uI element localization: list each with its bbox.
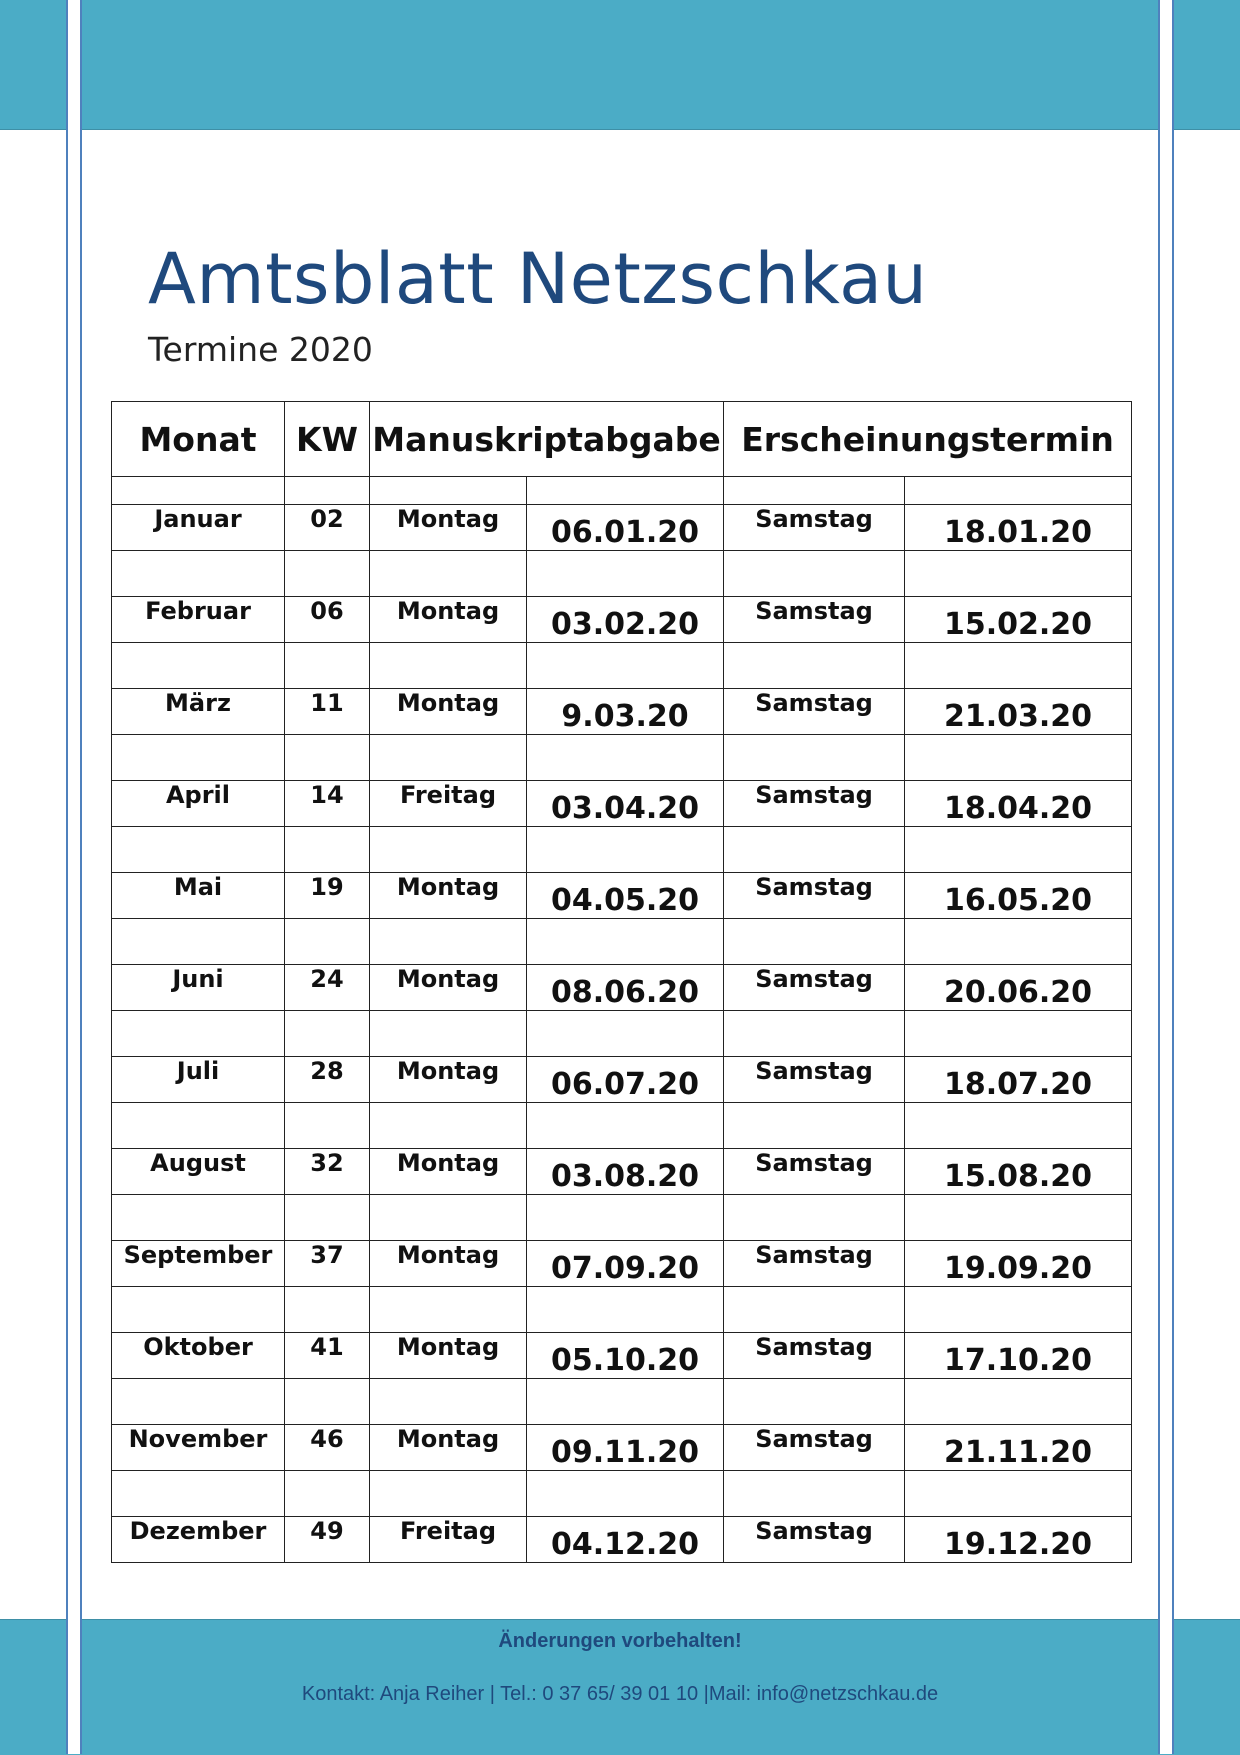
blank-row: [112, 1471, 1132, 1517]
left-frame-gap: [66, 0, 80, 1754]
table-row: [112, 597, 1132, 643]
footer-note: Änderungen vorbehalten!: [498, 1630, 742, 1652]
blank-row: [112, 643, 1132, 689]
publication-date-cell: 18.04.20: [905, 781, 1132, 827]
manuscript-date-cell: 05.10.20: [527, 1333, 724, 1379]
manuscript-date-cell: 06.01.20: [527, 505, 724, 551]
manuscript-day-cell: Freitag: [370, 781, 527, 827]
kw-cell: 19: [285, 873, 370, 919]
publication-date-cell: 21.03.20: [905, 689, 1132, 735]
kw-cell: 46: [285, 1425, 370, 1471]
right-frame-line-inner: [1158, 0, 1160, 1754]
manuscript-date-cell: 9.03.20: [527, 689, 724, 735]
manuscript-day-cell: Freitag: [370, 1517, 527, 1563]
month-cell: Januar: [112, 505, 285, 551]
table-row: [112, 965, 1132, 1011]
publication-date-cell: 18.01.20: [905, 505, 1132, 551]
kw-cell: 14: [285, 781, 370, 827]
manuscript-date-cell: 04.05.20: [527, 873, 724, 919]
manuscript-date-cell: 09.11.20: [527, 1425, 724, 1471]
kw-cell: 37: [285, 1241, 370, 1287]
publication-day-cell: Samstag: [724, 1425, 905, 1471]
spacer-row: [112, 477, 1132, 505]
kw-cell: 41: [285, 1333, 370, 1379]
header-band: [0, 0, 1240, 130]
month-cell: Februar: [112, 597, 285, 643]
month-cell: Mai: [112, 873, 285, 919]
kw-cell: 02: [285, 505, 370, 551]
month-cell: November: [112, 1425, 285, 1471]
manuscript-date-cell: 03.02.20: [527, 597, 724, 643]
header-manuscript: Manuskriptabgabe: [370, 402, 724, 477]
month-cell: April: [112, 781, 285, 827]
manuscript-date-cell: 03.04.20: [527, 781, 724, 827]
table-row: [112, 505, 1132, 551]
month-cell: August: [112, 1149, 285, 1195]
publication-day-cell: Samstag: [724, 873, 905, 919]
schedule-body: [112, 477, 1132, 1563]
manuscript-day-cell: Montag: [370, 1057, 527, 1103]
publication-date-cell: 20.06.20: [905, 965, 1132, 1011]
table-row: [112, 1517, 1132, 1563]
publication-date-cell: 16.05.20: [905, 873, 1132, 919]
blank-row: [112, 735, 1132, 781]
table-header-row: [112, 402, 1132, 477]
publication-date-cell: 21.11.20: [905, 1425, 1132, 1471]
page-subtitle: Termine 2020: [148, 330, 373, 369]
blank-row: [112, 551, 1132, 597]
left-frame-line-inner: [80, 0, 82, 1754]
month-cell: Juni: [112, 965, 285, 1011]
manuscript-day-cell: Montag: [370, 873, 527, 919]
publication-day-cell: Samstag: [724, 1057, 905, 1103]
month-cell: September: [112, 1241, 285, 1287]
manuscript-date-cell: 07.09.20: [527, 1241, 724, 1287]
publication-day-cell: Samstag: [724, 1241, 905, 1287]
blank-row: [112, 919, 1132, 965]
manuscript-date-cell: 03.08.20: [527, 1149, 724, 1195]
manuscript-day-cell: Montag: [370, 1333, 527, 1379]
manuscript-day-cell: Montag: [370, 965, 527, 1011]
table-row: [112, 1425, 1132, 1471]
kw-cell: 06: [285, 597, 370, 643]
manuscript-date-cell: 06.07.20: [527, 1057, 724, 1103]
blank-row: [112, 827, 1132, 873]
publication-day-cell: Samstag: [724, 1333, 905, 1379]
table-row: [112, 1333, 1132, 1379]
blank-row: [112, 1011, 1132, 1057]
kw-cell: 28: [285, 1057, 370, 1103]
table-row: [112, 1241, 1132, 1287]
blank-row: [112, 1103, 1132, 1149]
table-row: [112, 781, 1132, 827]
publication-date-cell: 15.02.20: [905, 597, 1132, 643]
publication-date-cell: 17.10.20: [905, 1333, 1132, 1379]
kw-cell: 49: [285, 1517, 370, 1563]
publication-date-cell: 15.08.20: [905, 1149, 1132, 1195]
manuscript-day-cell: Montag: [370, 505, 527, 551]
publication-date-cell: 19.09.20: [905, 1241, 1132, 1287]
footer-contact: Kontakt: Anja Reiher | Tel.: 0 37 65/ 39 01 10 |Mail: info@netzschkau.de: [301, 1683, 939, 1705]
month-cell: Dezember: [112, 1517, 285, 1563]
page-title: Amtsblatt Netzschkau: [148, 238, 928, 320]
manuscript-day-cell: Montag: [370, 1149, 527, 1195]
month-cell: Oktober: [112, 1333, 285, 1379]
manuscript-date-cell: 08.06.20: [527, 965, 724, 1011]
table-row: [112, 689, 1132, 735]
table-row: [112, 1057, 1132, 1103]
manuscript-day-cell: Montag: [370, 1425, 527, 1471]
month-cell: Juli: [112, 1057, 285, 1103]
header-publication: Erscheinungstermin: [724, 402, 1132, 477]
manuscript-day-cell: Montag: [370, 689, 527, 735]
manuscript-date-cell: 04.12.20: [527, 1517, 724, 1563]
publication-day-cell: Samstag: [724, 505, 905, 551]
header-kw: KW: [285, 402, 370, 477]
publication-day-cell: Samstag: [724, 689, 905, 735]
month-cell: März: [112, 689, 285, 735]
table-row: [112, 1149, 1132, 1195]
publication-date-cell: 19.12.20: [905, 1517, 1132, 1563]
publication-day-cell: Samstag: [724, 781, 905, 827]
publication-day-cell: Samstag: [724, 1149, 905, 1195]
kw-cell: 32: [285, 1149, 370, 1195]
blank-row: [112, 1379, 1132, 1425]
blank-row: [112, 1287, 1132, 1333]
header-month: Monat: [112, 402, 285, 477]
publication-day-cell: Samstag: [724, 1517, 905, 1563]
publication-day-cell: Samstag: [724, 965, 905, 1011]
manuscript-day-cell: Montag: [370, 1241, 527, 1287]
table-row: [112, 873, 1132, 919]
left-frame-line-outer: [66, 0, 68, 1754]
blank-row: [112, 1195, 1132, 1241]
kw-cell: 24: [285, 965, 370, 1011]
publication-date-cell: 18.07.20: [905, 1057, 1132, 1103]
schedule-table: [111, 401, 1132, 1563]
manuscript-day-cell: Montag: [370, 597, 527, 643]
publication-day-cell: Samstag: [724, 597, 905, 643]
kw-cell: 11: [285, 689, 370, 735]
right-frame-line-outer: [1172, 0, 1174, 1754]
